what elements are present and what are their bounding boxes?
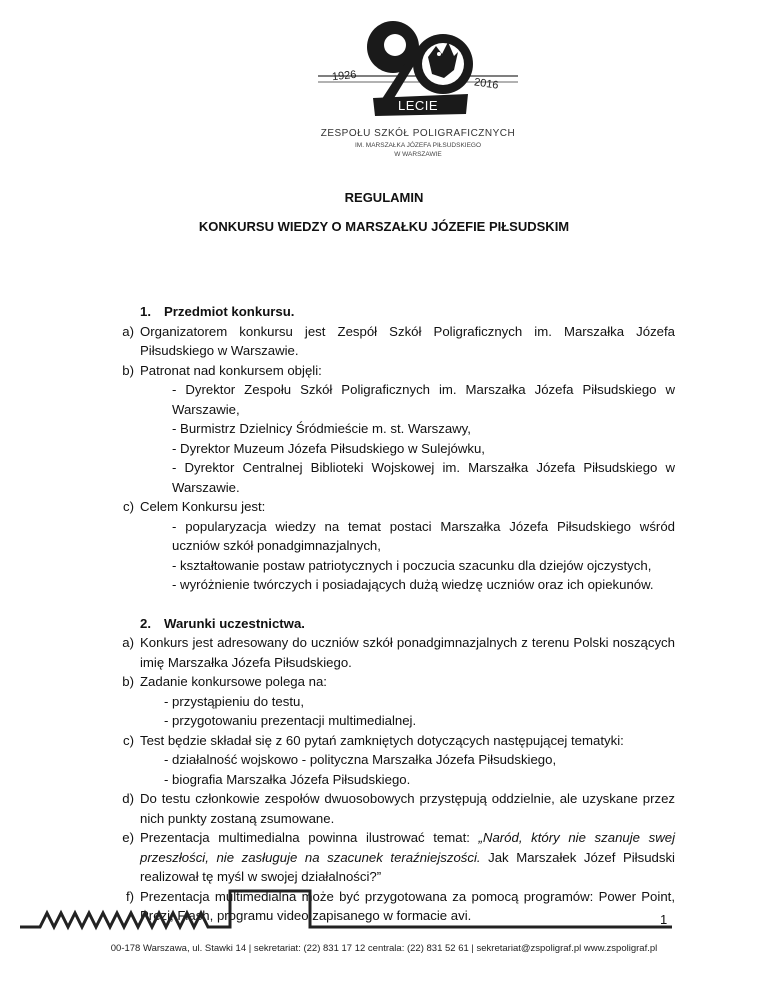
item-label: d) [122,791,134,806]
item-label: e) [122,830,134,845]
list-item [122,789,675,828]
sub-item: - Dyrektor Zespołu Szkół Poligraficznych im. Marszałka Józefa Piłsudskiego w Warszawie, [172,382,675,417]
logo-year-left: 1926 [331,68,358,84]
list-item [122,361,675,381]
sub-item: - kształtowanie postaw patriotycznych i poczucia szacunku dla dziejów ojczystych, [172,557,652,573]
footer-decoration-icon [0,885,768,935]
item-text: Patronat nad konkursem objęli: [140,362,322,378]
section-title: Przedmiot konkursu. [164,304,295,319]
item-label: c) [123,499,134,514]
sub-item: - popularyzacja wiedzy na temat postaci Marszałka Józefa Piłsudskiego wśród uczniów szkół ponadgimnazjalnych, [172,518,675,553]
footer-contact: 00-178 Warszawa, ul. Stawki 14 | sekretariat: (22) 831 17 12 centrala: (22) 831 52 61 | sekretariat@zspoligraf.pl www.zspoligraf.pl [110,943,658,954]
logo-school-name: ZESPOŁU SZKÓŁ POLIGRAFICZNYCH [320,128,516,139]
sub-item: - wyróżnienie twórczych i posiadających dużą wiedzę uczniów oraz ich opiekunów. [172,577,654,592]
section-heading [140,614,675,634]
item-text: Do testu członkowie zespołów dwuosobowych przystępują oddzielnie, ale uzyskane przez nich punkty zostaną zsumowane. [140,791,675,826]
item-label: b) [122,674,134,689]
logo-year-right: 2016 [473,76,500,92]
sub-item: - przygotowaniu prezentacji multimedialnej. [164,713,417,728]
sub-item: - biografia Marszałka Józefa Piłsudskiego. [164,771,411,787]
item-text: Organizatorem konkursu jest Zespół Szkół Poligraficznych im. Marszałka Józefa Piłsudskiego w Warszawie. [140,323,675,358]
list-item [122,672,675,692]
item-label: f) [125,888,134,904]
list-item [122,633,675,672]
page-number: 1 [660,912,668,927]
document-subtitle: KONKURSU WIEDZY O MARSZAŁKU JÓZEFIE PIŁSUDSKIM [198,219,570,234]
document-title: REGULAMIN [344,190,424,205]
sub-item: - Dyrektor Muzeum Józefa Piłsudskiego w Sulejówku, [172,440,485,456]
sub-item: - Dyrektor Centralnej Biblioteki Wojskowej im. Marszałka Józefa Piłsudskiego w Warszawie. [172,460,675,495]
list-item [122,828,676,887]
section-title: Warunki uczestnictwa. [164,615,305,631]
logo-banner-text: LECIE [398,98,439,113]
item-label: c) [123,732,134,748]
item-quote: „Naród, który nie szanuje swej przeszłości, nie zasługuje na szacunek teraźniejszości. [140,830,676,865]
item-label: a) [122,635,134,650]
logo-patron: IM. MARSZAŁKA JÓZEFA PIŁSUDSKIEGO [354,142,482,149]
item-label: b) [122,362,134,378]
item-text: Test będzie składał się z 60 pytań zamkniętych dotyczących następującej tematyki: [140,732,624,748]
school-anniversary-logo [318,12,518,162]
sub-item: - przystąpieniu do testu, [164,693,305,709]
section-number: 1. [140,304,151,319]
list-item [122,322,675,361]
regulations-body [122,302,676,926]
item-text: Prezentacja multimedialna może być przygotowana za pomocą programów: Power Point, Prezi, Flash, programu video zapisanego w formacie avi. [140,888,675,923]
item-text [140,828,675,887]
item-text: Zadanie konkursowe polega na: [140,674,327,689]
item-text-part: Jak Marszałek Józef Piłsudski realizował tę myśl w swojej działalności?” [140,849,675,884]
section-heading [140,302,675,322]
list-item [123,497,675,517]
section-number: 2. [140,615,151,631]
sub-item: - działalność wojskowo - polityczna Marszałka Józefa Piłsudskiego, [164,752,557,767]
item-text: Konkurs jest adresowany do uczniów szkół ponadgimnazjalnych z terenu Polski noszących imię Marszałka Józefa Piłsudskiego. [140,635,675,670]
item-text-part: Prezentacja multimedialna powinna ilustrować temat: [140,830,479,845]
item-label: a) [122,323,134,339]
logo-city: W WARSZAWIE [394,151,442,158]
list-item [123,731,675,751]
item-text: Celem Konkursu jest: [140,499,266,514]
sub-item: - Burmistrz Dzielnicy Śródmieście m. st. Warszawy, [172,421,471,436]
